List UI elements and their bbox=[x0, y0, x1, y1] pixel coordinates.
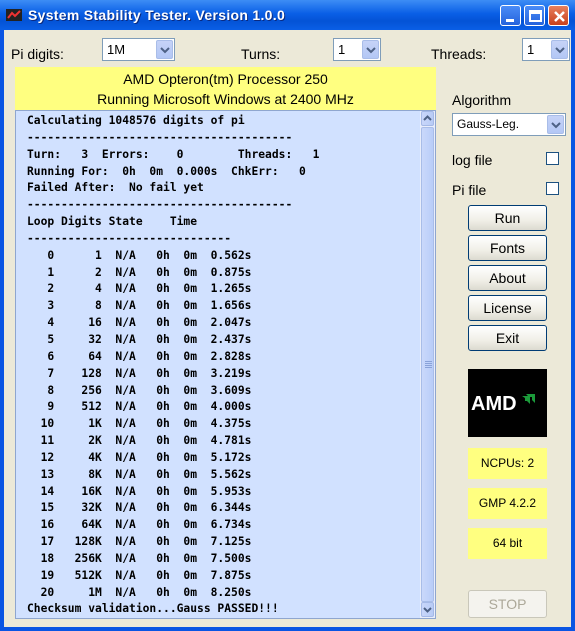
svg-text:AMD: AMD bbox=[471, 393, 517, 415]
console-line: 11 2K N/A 0h 0m 4.781s bbox=[27, 434, 252, 448]
console-line: Checksum validation...Gauss PASSED!!! bbox=[27, 602, 279, 616]
threads-dropdown-button[interactable] bbox=[551, 40, 568, 59]
amd-logo bbox=[468, 369, 547, 437]
console-line: 3 8 N/A 0h 0m 1.656s bbox=[27, 299, 252, 313]
chevron-down-icon bbox=[555, 47, 565, 54]
algorithm-select[interactable] bbox=[452, 113, 566, 136]
chevron-down-icon bbox=[160, 47, 170, 54]
output-console[interactable] bbox=[15, 110, 436, 619]
pi-digits-value: 1M bbox=[107, 42, 126, 57]
console-line: --------------------------------------- bbox=[27, 198, 293, 212]
pi-digits-label: Pi digits: bbox=[11, 46, 64, 62]
turns-label: Turns: bbox=[241, 46, 281, 62]
pi-digits-dropdown-button[interactable] bbox=[156, 40, 173, 59]
console-line: 8 256 N/A 0h 0m 3.609s bbox=[27, 383, 252, 397]
console-line: 16 64K N/A 0h 0m 6.734s bbox=[27, 518, 252, 532]
exit-button[interactable]: Exit bbox=[468, 325, 547, 351]
log-file-checkbox[interactable] bbox=[546, 152, 559, 165]
scroll-down-button[interactable] bbox=[421, 602, 434, 617]
minimize-icon bbox=[501, 6, 522, 27]
turns-value: 1 bbox=[338, 42, 346, 57]
console-line: 19 512K N/A 0h 0m 7.875s bbox=[27, 568, 252, 582]
processor-banner bbox=[15, 67, 436, 110]
pi-digits-select[interactable] bbox=[102, 38, 175, 61]
console-line: 4 16 N/A 0h 0m 2.047s bbox=[27, 316, 252, 330]
processor-name: AMD Opteron(tm) Processor 250 bbox=[123, 71, 328, 87]
minimize-button[interactable] bbox=[500, 5, 521, 26]
algorithm-label: Algorithm bbox=[452, 92, 512, 108]
license-button[interactable]: License bbox=[468, 295, 547, 321]
turns-dropdown-button[interactable] bbox=[362, 40, 379, 59]
run-button[interactable]: Run bbox=[468, 205, 547, 231]
maximize-icon bbox=[525, 6, 546, 27]
threads-value: 1 bbox=[527, 42, 535, 57]
console-line: 9 512 N/A 0h 0m 4.000s bbox=[27, 400, 252, 414]
stop-button[interactable]: STOP bbox=[468, 590, 547, 618]
scroll-up-button[interactable] bbox=[421, 111, 434, 126]
console-line: 7 128 N/A 0h 0m 3.219s bbox=[27, 366, 252, 380]
ncpus-badge: NCPUs: 2 bbox=[468, 448, 547, 479]
title-bar[interactable] bbox=[0, 0, 575, 30]
console-line: 18 256K N/A 0h 0m 7.500s bbox=[27, 551, 252, 565]
console-line: 1 2 N/A 0h 0m 0.875s bbox=[27, 265, 252, 279]
pi-file-label: Pi file bbox=[452, 182, 487, 198]
console-line: 14 16K N/A 0h 0m 5.953s bbox=[27, 484, 252, 498]
console-line: 2 4 N/A 0h 0m 1.265s bbox=[27, 282, 252, 296]
console-line: Turn: 3 Errors: 0 Threads: 1 bbox=[27, 147, 320, 161]
algorithm-value: Gauss-Leg. bbox=[457, 117, 520, 131]
console-line: Running For: 0h 0m 0.000s ChkErr: 0 bbox=[27, 164, 306, 178]
gmp-version-badge: GMP 4.2.2 bbox=[468, 488, 547, 519]
close-button[interactable] bbox=[548, 5, 569, 26]
scroll-thumb[interactable] bbox=[421, 127, 434, 602]
bitness-badge: 64 bit bbox=[468, 528, 547, 559]
console-text bbox=[27, 113, 319, 618]
pi-file-checkbox[interactable] bbox=[546, 182, 559, 195]
console-line: 6 64 N/A 0h 0m 2.828s bbox=[27, 349, 252, 363]
console-line: 15 32K N/A 0h 0m 6.344s bbox=[27, 501, 252, 515]
console-line: ------------------------------ bbox=[27, 231, 232, 245]
vertical-scrollbar[interactable] bbox=[420, 111, 435, 618]
window-title: System Stability Tester. Version 1.0.0 bbox=[28, 7, 286, 23]
maximize-button[interactable] bbox=[524, 5, 545, 26]
console-line: Loop Digits State Time bbox=[27, 215, 198, 229]
console-line: 20 1M N/A 0h 0m 8.250s bbox=[27, 585, 252, 599]
turns-select[interactable] bbox=[333, 38, 381, 61]
threads-label: Threads: bbox=[431, 46, 487, 62]
console-line: Calculating 1048576 digits of pi bbox=[27, 114, 245, 127]
console-line: 0 1 N/A 0h 0m 0.562s bbox=[27, 248, 252, 262]
console-line: 10 1K N/A 0h 0m 4.375s bbox=[27, 417, 252, 431]
console-line: Failed After: No fail yet bbox=[27, 181, 204, 195]
console-line: 13 8K N/A 0h 0m 5.562s bbox=[27, 467, 252, 481]
fonts-button[interactable]: Fonts bbox=[468, 235, 547, 261]
chevron-down-icon bbox=[422, 603, 433, 616]
console-line: 12 4K N/A 0h 0m 5.172s bbox=[27, 450, 252, 464]
chevron-up-icon bbox=[422, 112, 433, 125]
console-line: 17 128K N/A 0h 0m 7.125s bbox=[27, 535, 252, 549]
app-icon bbox=[6, 7, 22, 23]
log-file-label: log file bbox=[452, 152, 493, 168]
console-line: --------------------------------------- bbox=[27, 130, 293, 144]
close-icon bbox=[549, 6, 570, 27]
algorithm-dropdown-button[interactable] bbox=[547, 115, 564, 134]
chevron-down-icon bbox=[366, 47, 376, 54]
chevron-down-icon bbox=[551, 122, 561, 129]
console-line: 5 32 N/A 0h 0m 2.437s bbox=[27, 332, 252, 346]
about-button[interactable]: About bbox=[468, 265, 547, 291]
os-info: Running Microsoft Windows at 2400 MHz bbox=[97, 91, 354, 107]
threads-select[interactable] bbox=[522, 38, 570, 61]
